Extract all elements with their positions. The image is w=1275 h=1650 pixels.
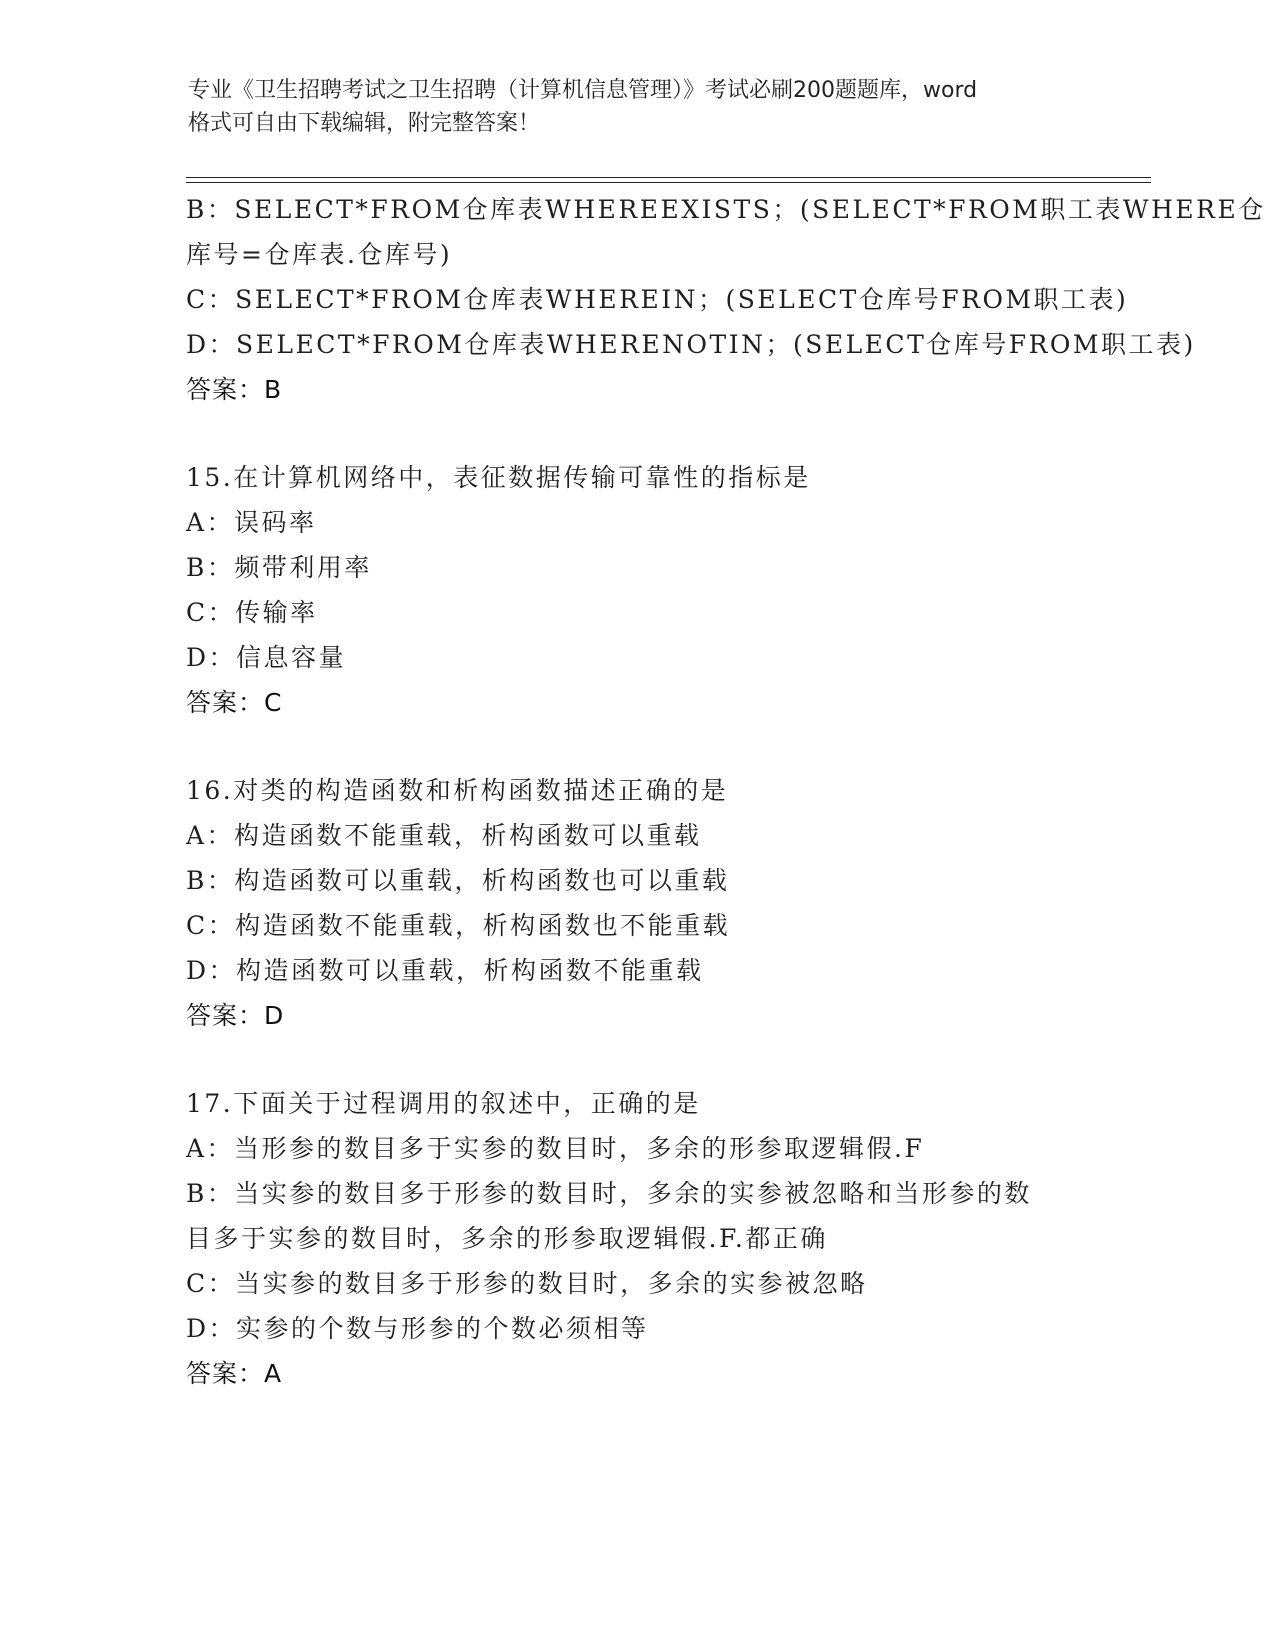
- q15-option-d: D：信息容量: [186, 643, 347, 672]
- header-divider-top: [186, 177, 1151, 178]
- question-15: 15.在计算机网络中，表征数据传输可靠性的指标是: [186, 463, 811, 492]
- header-line-1: 专业《卫生招聘考试之卫生招聘（计算机信息管理）》考试必刷200题题库，word: [188, 78, 978, 103]
- q15-option-c: C：传输率: [186, 598, 318, 627]
- q16-option-a: A：构造函数不能重载，析构函数可以重载: [186, 821, 702, 850]
- q17-option-b-line-1: B：当实参的数目多于形参的数目时，多余的实参被忽略和当形参的数: [186, 1179, 1032, 1208]
- q17-answer: 答案：A: [186, 1359, 283, 1388]
- q17-option-d: D：实参的个数与形参的个数必须相等: [186, 1314, 649, 1343]
- question-16: 16.对类的构造函数和析构函数描述正确的是: [186, 776, 729, 805]
- q15-option-a: A：误码率: [186, 508, 317, 537]
- q16-option-d: D：构造函数可以重载，析构函数不能重载: [186, 956, 704, 985]
- option-c: C：SELECT*FROM仓库表WHEREIN；(SELECT仓库号FROM职工表): [186, 285, 1129, 314]
- q16-option-b: B：构造函数可以重载，析构函数也可以重载: [186, 866, 730, 895]
- question-17: 17.下面关于过程调用的叙述中，正确的是: [186, 1089, 701, 1118]
- option-b-line-1: B：SELECT*FROM仓库表WHEREEXISTS；(SELECT*FROM职工表WHERE仓: [186, 195, 1266, 224]
- header-line-2: 格式可自由下载编辑，附完整答案！: [188, 111, 541, 136]
- q15-option-b: B：频带利用率: [186, 553, 372, 582]
- q17-option-c: C：当实参的数目多于形参的数目时，多余的实参被忽略: [186, 1269, 868, 1298]
- option-b-line-2: 库号=仓库表.仓库号): [186, 240, 453, 269]
- q17-option-b-line-2: 目多于实参的数目时，多余的形参取逻辑假.F.都正确: [186, 1224, 828, 1253]
- header-divider-bottom: [186, 182, 1151, 183]
- option-d: D：SELECT*FROM仓库表WHERENOTIN；(SELECT仓库号FROM职工表): [186, 330, 1196, 359]
- q16-answer: 答案：D: [186, 1001, 285, 1030]
- answer: 答案：B: [186, 375, 283, 404]
- q17-option-a: A：当形参的数目多于实参的数目时，多余的形参取逻辑假.F: [186, 1134, 925, 1163]
- document-header: [188, 74, 1088, 140]
- q15-answer: 答案：C: [186, 688, 283, 717]
- q16-option-c: C：构造函数不能重载，析构函数也不能重载: [186, 911, 731, 940]
